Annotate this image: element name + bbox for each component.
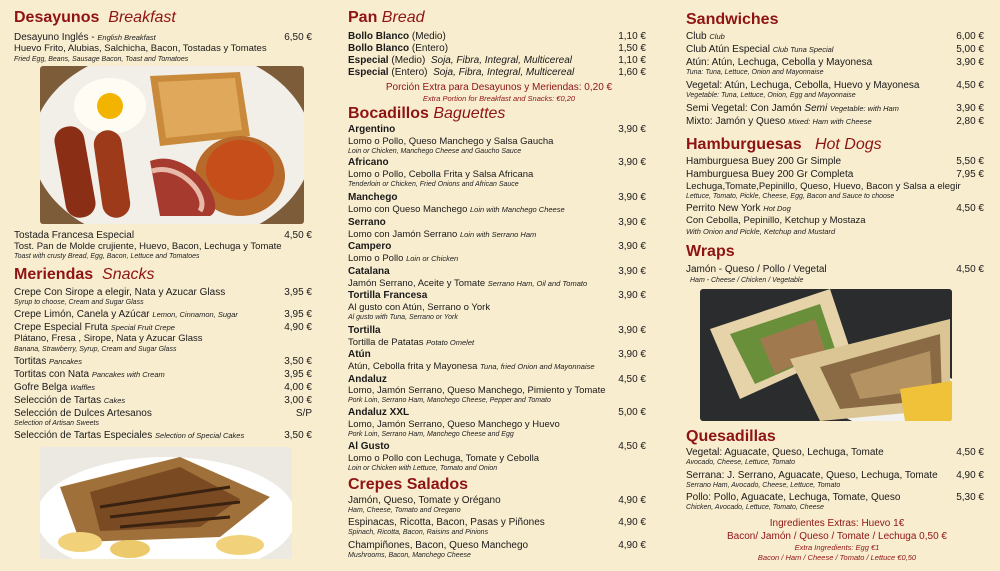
extra-portion-en: Extra Portion for Breakfast and Snacks: €0,20 [422,94,576,103]
menu-item: Manchego 3,90 € [348,192,646,203]
breakfast-photo [40,66,304,224]
menu-item: Bollo Blanco (Medio) 1,10 € [348,31,646,42]
item-desc: Huevo Frito, Alubias, Salchicha, Bacon, Tostadas y Tomates [14,43,267,54]
menu-item: Tostada Francesa Especial 4,50 € [14,230,312,241]
item-desc-en: Toast with crusty Bread, Egg, Bacon, Lettuce and Tomatoes [14,253,200,260]
wraps-photo [700,289,952,421]
menu-item: Argentino 3,90 € [348,124,646,135]
menu-item: Club Club 6,00 € [686,31,984,42]
menu-item: Champiñones, Bacon, Queso Manchego 4,90 € [348,540,646,551]
menu-item: Tortitas con Nata Pancakes with Cream 3,95 € [14,369,312,380]
menu-item: Africano 3,90 € [348,157,646,168]
menu-item: Hamburguesa Buey 200 Gr Simple 5,50 € [686,156,984,167]
menu-item: Selección de Tartas Especiales Selection of Special Cakes 3,50 € [14,430,312,441]
menu-item: Crepe Limón, Canela y Azúcar Lemon, Cinnamon, Sugar 3,95 € [14,309,312,320]
extra-portion: Porción Extra para Desayunos y Meriendas: 0,20 € [385,82,613,93]
extras-en-1: Extra Ingredients: Egg €1 [794,543,880,552]
item-desc: Con Cebolla, Pepinillo, Ketchup y Mostaza [686,215,866,226]
item-desc: Jamón Serrano, Aceite y Tomate Serrano Ham, Oil and Tomato [348,278,588,289]
menu-item: Club Atún Especial Club Tuna Special 5,00 € [686,44,984,55]
menu-item: Vegetal: Aguacate, Queso, Lechuga, Tomate 4,50 € [686,447,984,458]
item-desc: Lomo o Pollo Loin or Chicken [348,253,459,264]
section-title-pan: Pan Bread [348,9,425,26]
item-desc-en: Ham - Cheese / Chicken / Vegetable [690,277,804,284]
menu-item: Serrano 3,90 € [348,217,646,228]
menu-item: Pollo: Pollo, Aguacate, Lechuga, Tomate, Queso 5,30 € [686,492,984,503]
item-desc: Lomo o Pollo, Queso Manchego y Salsa Gaucha [348,136,554,147]
item-desc: Tost. Pan de Molde crujiente, Huevo, Bacon, Lechuga y Tomate [14,241,282,252]
menu-item: Perrito New York Hot Dog 4,50 € [686,203,984,214]
menu-item: Selección de Tartas Cakes 3,00 € [14,395,312,406]
section-title-crepes: Crepes Salados [348,476,469,493]
item-desc-en: Lettuce, Tomato, Pickle, Cheese, Egg, Bacon and Sauce to choose [686,193,895,200]
menu-item: Andaluz 4,50 € [348,374,646,385]
menu-item: Mixto: Jamón y Queso Mixed: Ham with Cheese 2,80 € [686,116,984,127]
item-desc: Al gusto con Atún, Serrano o York [348,302,491,313]
menu-item: Tortitas Pancakes 3,50 € [14,356,312,367]
menu-item: Crepe Especial Fruta Special Fruit Crepe 4,90 € [14,322,312,333]
item-desc: Lomo o Pollo con Lechuga, Tomate y Cebolla [348,453,540,464]
item-desc-en: Avocado, Cheese, Lettuce, Tomato [686,459,795,466]
menu-item: Semi Vegetal: Con Jamón Semi Vegetable: with Ham 3,90 € [686,103,984,114]
menu-item: Atún 3,90 € [348,349,646,360]
menu-item: Crepe Con Sirope a elegir, Nata y Azucar Glass 3,95 € [14,287,312,298]
item-desc: Plátano, Fresa , Sirope, Nata y Azucar Glass [14,333,203,344]
menu-item: Tortilla 3,90 € [348,325,646,336]
item-desc-en: Selection of Artisan Sweets [14,420,99,427]
item-desc-en: Banana, Strawberry, Syrup, Cream and Sugar Glass [14,346,177,353]
section-title-sandwiches: Sandwiches [686,11,779,28]
menu-item: Gofre Belga Waffles 4,00 € [14,382,312,393]
menu-item: Catalana 3,90 € [348,266,646,277]
item-desc-en: Tenderloin or Chicken, Fried Onions and African Sauce [348,181,519,188]
extras-line-2: Bacon/ Jamón / Queso / Tomate / Lechuga 0,50 € [727,531,947,542]
item-desc: Atún, Cebolla frita y Mayonesa Tuna, fried Onion and Mayonnaise [348,361,595,372]
menu-item: Especial (Medio) Soja, Fibra, Integral, Multicereal 1,10 € [348,55,646,66]
item-desc: Lechuga,Tomate,Pepinillo, Queso, Huevo, Bacon y Salsa a elegir [686,181,961,192]
item-desc-en: Vegetable: Tuna, Lettuce, Onion, Egg and Mayonnaise [686,92,856,99]
menu-item: Al Gusto 4,50 € [348,441,646,452]
item-desc-en: Ham, Cheese, Tomato and Oregano [348,507,461,514]
item-desc-en: Spinach, Ricotta, Bacon, Raisins and Pinions [348,529,489,536]
column-sandwiches [686,0,988,571]
item-desc-en: Serrano Ham, Avocado, Cheese, Lettuce, Tomato [686,482,841,489]
section-title-bocadillos: Bocadillos Baguettes [348,105,506,122]
section-title-wraps: Wraps [686,243,735,260]
menu-item: Hamburguesa Buey 200 Gr Completa 7,95 € [686,169,984,180]
menu-item: Campero 3,90 € [348,241,646,252]
section-title-meriendas: Meriendas Snacks [14,266,155,283]
menu-item: Jamón, Queso, Tomate y Orégano 4,90 € [348,495,646,506]
menu-item: Espinacas, Ricotta, Bacon, Pasas y Piñones 4,90 € [348,517,646,528]
section-title-desayunos: Desayunos Breakfast [14,9,176,26]
item-desc-en: With Onion and Pickle, Ketchup and Mustard [686,227,836,236]
menu-item: Serrana: J. Serrano, Aguacate, Queso, Lechuga, Tomate 4,90 € [686,470,984,481]
crepes-photo [40,447,292,559]
menu-item: Vegetal: Atún, Lechuga, Cebolla, Huevo y Mayonesa 4,50 € [686,80,984,91]
column-bread-baguettes [348,0,650,571]
extras-line-1: Ingredientes Extras: Huevo 1€ [769,518,905,529]
item-desc: Lomo con Jamón Serrano Loin with Serrano Ham [348,229,537,240]
menu-item: Selección de Dulces Artesanos S/P [14,408,312,419]
extras-en-2: Bacon / Ham / Cheese / Tomato / Lettuce €0,50 [757,553,917,562]
item-desc: Tortilla de Patatas Potato Omelet [348,337,475,348]
item-desc: Lomo, Jamón Serrano, Queso Manchego, Pimiento y Tomate [348,385,606,396]
menu-item: Tortilla Francesa 3,90 € [348,290,646,301]
item-desc: Lomo o Pollo, Cebolla Frita y Salsa Africana [348,169,534,180]
item-desc: Lomo con Queso Manchego Loin with Manchego Cheese [348,204,565,215]
section-title-quesadillas: Quesadillas [686,428,776,445]
column-breakfast [14,0,316,571]
item-desc-en: Tuna: Tuna, Lettuce, Onion and Mayonnaise [686,69,824,76]
item-desc-en: Chicken, Avocado, Lettuce, Tomato, Cheese [686,504,824,511]
section-title-hamburguesas: Hamburguesas Hot Dogs [686,136,882,153]
item-desc-en: Syrup to choose, Cream and Sugar Glass [14,299,144,306]
item-desc-en: Al gusto with Tuna, Serrano or York [348,314,458,321]
menu-item: Especial (Entero) Soja, Fibra, Integral, Multicereal 1,60 € [348,67,646,78]
menu-item: Bollo Blanco (Entero) 1,50 € [348,43,646,54]
item-desc: Lomo, Jamón Serrano, Queso Manchego y Huevo [348,419,560,430]
item-desc-en: Mushrooms, Bacon, Manchego Cheese [348,552,471,559]
menu-item: Desayuno Inglés - English Breakfast 6,50 € [14,32,312,43]
item-desc-en: Loin or Chicken, Manchego Cheese and Gaucho Sauce [348,148,522,155]
item-desc-en: Loin or Chicken with Lettuce, Tomato and Onion [348,465,498,472]
item-desc-en: Pork Loin, Serrano Ham, Manchego Cheese and Egg [348,431,514,438]
menu-item: Andaluz XXL 5,00 € [348,407,646,418]
item-desc-en: Pork Loin, Serrano Ham, Manchego Cheese, Pepper and Tomato [348,397,551,404]
menu-item: Atún: Atún, Lechuga, Cebolla y Mayonesa 3,90 € [686,57,984,68]
menu-item: Jamón - Queso / Pollo / Vegetal 4,50 € [686,264,984,275]
item-desc-en: Fried Egg, Beans, Sausage Bacon, Toast and Tomatoes [14,56,189,63]
